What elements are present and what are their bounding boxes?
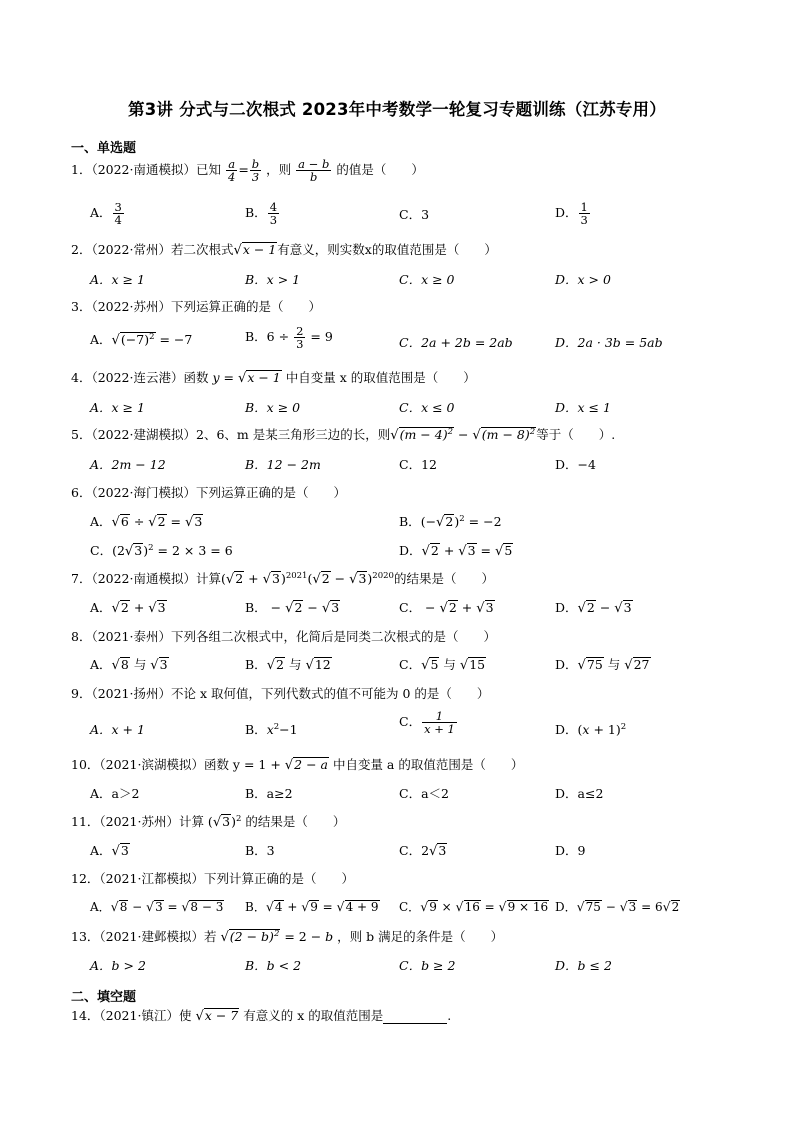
question-10: 10．（2021·滨湖模拟）函数 y = 1 + √2 − a 中自变量 a 的取值范围是（ ） bbox=[71, 757, 524, 773]
option-12c[interactable]: C．√9 × √16 = √9 × 16 bbox=[399, 899, 549, 914]
question-11: 11．（2021·苏州）计算 $(√3)^2$ 的结果是（ ） bbox=[71, 813, 346, 830]
option-1c[interactable]: C．3 bbox=[399, 207, 430, 222]
question-8: 8．（2021·泰州）下列各组二次根式中，化简后是同类二次根式的是（ ） bbox=[71, 629, 496, 644]
option-1b[interactable]: B． $\frac{4}{3}$ bbox=[245, 200, 278, 228]
answer-blank[interactable] bbox=[383, 1011, 447, 1024]
option-10b[interactable]: B．a≥2 bbox=[245, 786, 293, 801]
option-11c[interactable]: C．2√3 bbox=[399, 843, 447, 859]
section-heading-fill: 二、填空题 bbox=[71, 990, 137, 1005]
option-8a[interactable]: A．√8 与 √3 bbox=[90, 657, 168, 673]
option-6d[interactable]: D．√2 + √3 = √5 bbox=[399, 543, 513, 559]
option-4a[interactable]: A．x ≥ 1 bbox=[90, 400, 145, 415]
option-5c[interactable]: C．12 bbox=[399, 457, 437, 472]
option-13b[interactable]: B．b < 2 bbox=[245, 958, 302, 973]
option-9b[interactable]: B．$x^2-1$ bbox=[245, 721, 298, 737]
option-1a[interactable]: A． $\frac{3}{4}$ bbox=[90, 200, 122, 228]
option-3b[interactable]: B．6 ÷ $\frac{2}{3}$ = 9 bbox=[245, 324, 333, 352]
option-13a[interactable]: A．b > 2 bbox=[90, 958, 146, 973]
option-10c[interactable]: C．a＜2 bbox=[399, 786, 449, 801]
option-4c[interactable]: C．x ≤ 0 bbox=[399, 400, 455, 415]
option-1d[interactable]: D． $\frac{1}{3}$ bbox=[555, 200, 588, 228]
question-5: 5．（2022·建湖模拟）2、6、m 是某三角形三边的长，则$√(m - 4)^2 - √(m - 8)^2$等于（ ）. bbox=[71, 426, 616, 443]
option-4d[interactable]: D．x ≤ 1 bbox=[555, 400, 611, 415]
option-11d[interactable]: D．9 bbox=[555, 843, 586, 858]
question-12: 12．（2021·江都模拟）下列计算正确的是（ ） bbox=[71, 871, 354, 886]
option-4b[interactable]: B．x ≥ 0 bbox=[245, 400, 301, 415]
option-8c[interactable]: C．√5 与 √15 bbox=[399, 657, 486, 673]
option-13d[interactable]: D．b ≤ 2 bbox=[555, 958, 612, 973]
option-9d[interactable]: D．$(x + 1)^2$ bbox=[555, 721, 627, 737]
option-2d[interactable]: D．x > 0 bbox=[555, 272, 611, 287]
option-5d[interactable]: D．−4 bbox=[555, 457, 596, 472]
question-14: 14．（2021·镇江）使 √x − 7 有意义的 x 的取值范围是 . bbox=[71, 1008, 452, 1024]
option-6c[interactable]: C．$(2√3)^2 = 2 \times 3 = 6$ bbox=[90, 542, 233, 559]
option-7b[interactable]: B． − √2 − √3 bbox=[245, 600, 340, 616]
option-2c[interactable]: C．x ≥ 0 bbox=[399, 272, 455, 287]
page-title: 第3讲 分式与二次根式 2023年中考数学一轮复习专题训练（江苏专用） bbox=[128, 100, 666, 119]
option-11a[interactable]: A．√3 bbox=[90, 843, 129, 859]
option-2b[interactable]: B．x > 1 bbox=[245, 272, 301, 287]
option-5b[interactable]: B．12 − 2m bbox=[245, 457, 321, 472]
option-10d[interactable]: D．a≤2 bbox=[555, 786, 604, 801]
section-heading-single: 一、单选题 bbox=[71, 141, 137, 156]
option-12a[interactable]: A．√8 − √3 = √8 − 3 bbox=[90, 899, 224, 914]
question-6: 6．（2022·海门模拟）下列运算正确的是（ ） bbox=[71, 485, 346, 500]
option-10a[interactable]: A．a＞2 bbox=[90, 786, 140, 801]
option-3c[interactable]: C．2a + 2b = 2ab bbox=[399, 335, 513, 350]
option-8d[interactable]: D．√75 与 √27 bbox=[555, 657, 650, 673]
question-4: 4．（2022·连云港）函数 y = √x − 1 中自变量 x 的取值范围是（ ） bbox=[71, 370, 476, 386]
option-2a[interactable]: A．x ≥ 1 bbox=[90, 272, 145, 287]
option-6a[interactable]: A．√6 ÷ √2 = √3 bbox=[90, 514, 203, 530]
option-12b[interactable]: B．√4 + √9 = √4 + 9 bbox=[245, 899, 379, 914]
option-7d[interactable]: D．√2 − √3 bbox=[555, 600, 632, 616]
question-1: 1．（2022·南通模拟）已知 $\frac{a}{4}$ = $\frac{b}{3}$ ，则 $\frac{a - b}{b}$ 的值是（ ） bbox=[71, 157, 424, 185]
question-9: 9．（2021·扬州）不论 x 取何值，下列代数式的值不可能为 0 的是（ ） bbox=[71, 686, 490, 701]
option-6b[interactable]: B．$(-√2)^2 = -2$ bbox=[399, 513, 502, 530]
question-7: 7．（2022·南通模拟）计算$(√2 + √3)^{2021}(√2 - √3)^{2020}$的结果是（ ） bbox=[71, 570, 494, 587]
option-11b[interactable]: B．3 bbox=[245, 843, 275, 858]
option-3d[interactable]: D．2a · 3b = 5ab bbox=[555, 335, 663, 350]
option-3a[interactable]: A．$√(-7)^2 = -7$ bbox=[90, 331, 193, 348]
option-9c[interactable]: C． $\frac{1}{x + 1}$ bbox=[399, 709, 455, 737]
option-12d[interactable]: D．√75 − √3 = 6√2 bbox=[555, 899, 680, 914]
option-7a[interactable]: A．√2 + √3 bbox=[90, 600, 166, 616]
question-2: 2．（2022·常州）若二次根式√x − 1有意义，则实数x的取值范围是（ ） bbox=[71, 242, 497, 258]
option-7c[interactable]: C． − √2 + √3 bbox=[399, 600, 494, 616]
question-3: 3．（2022·苏州）下列运算正确的是（ ） bbox=[71, 299, 321, 314]
question-13: 13．（2021·建邺模拟）若 $√(2 - b)^2 = 2 - b$ ，则 b 满足的条件是（ ） bbox=[71, 928, 504, 945]
option-5a[interactable]: A．2m − 12 bbox=[90, 457, 166, 472]
option-9a[interactable]: A．x + 1 bbox=[90, 722, 145, 737]
option-13c[interactable]: C．b ≥ 2 bbox=[399, 958, 456, 973]
option-8b[interactable]: B．√2 与 √12 bbox=[245, 657, 331, 673]
